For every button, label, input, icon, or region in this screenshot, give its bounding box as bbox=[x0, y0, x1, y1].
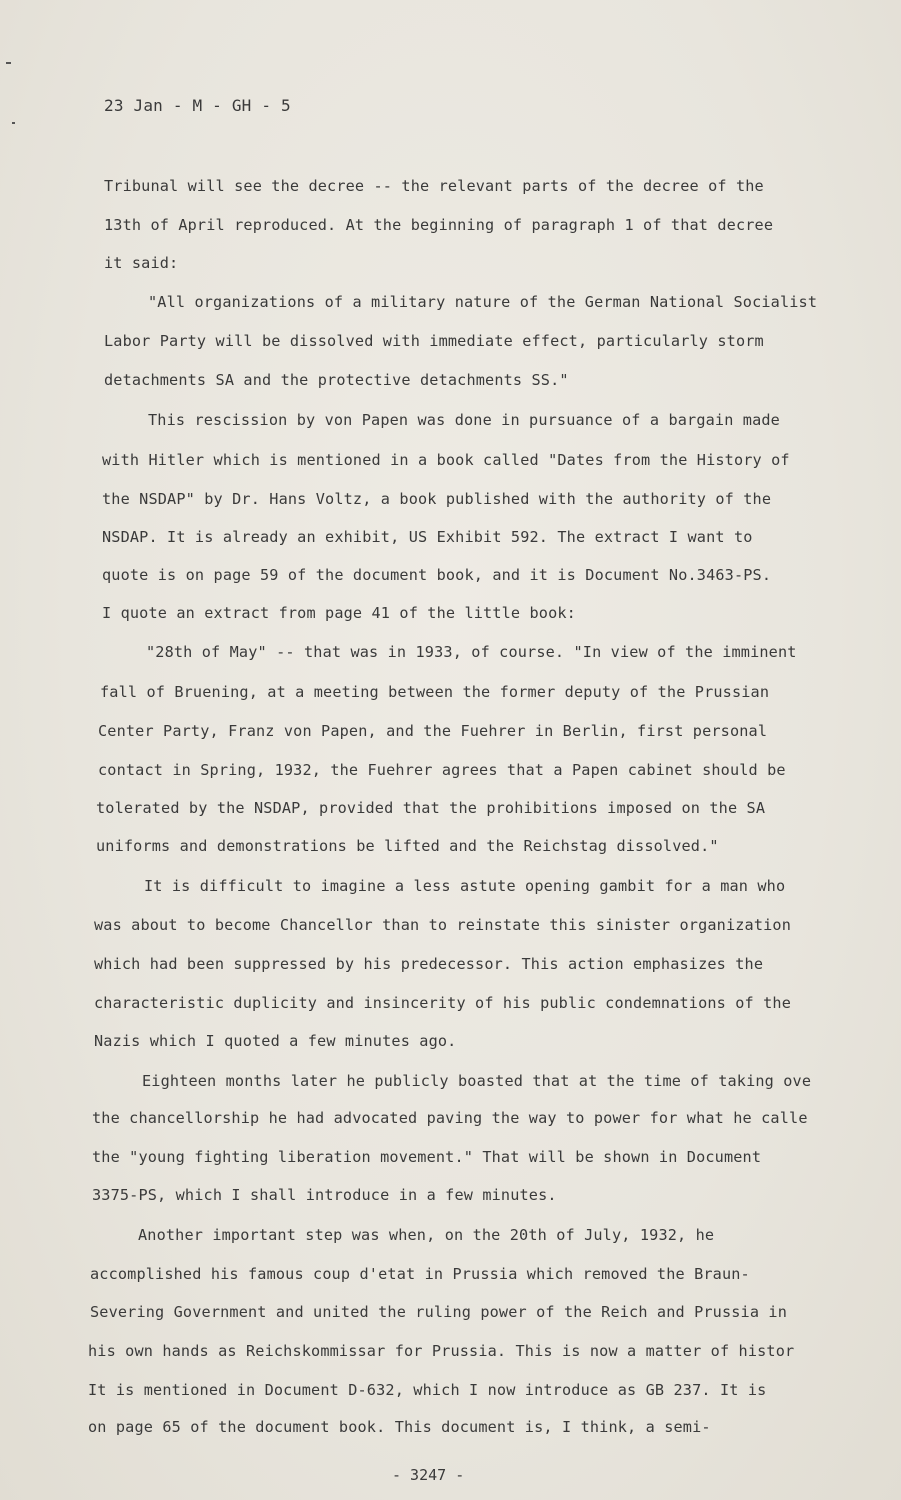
margin-mark bbox=[12, 122, 15, 124]
text-line: fall of Bruening, at a meeting between the former deputy of the Prussian bbox=[100, 683, 770, 701]
text-line: on page 65 of the document book. This document is, I think, a semi- bbox=[88, 1418, 711, 1436]
text-line: contact in Spring, 1932, the Fuehrer agrees that a Papen cabinet should be bbox=[98, 761, 786, 779]
text-line: 13th of April reproduced. At the beginning of paragraph 1 of that decree bbox=[104, 216, 774, 234]
text-line: characteristic duplicity and insincerity of his public condemnations of the bbox=[94, 994, 792, 1012]
text-line: uniforms and demonstrations be lifted and the Reichstag dissolved." bbox=[96, 837, 719, 855]
text-line: the NSDAP" by Dr. Hans Voltz, a book published with the authority of the bbox=[102, 490, 772, 508]
text-line: Another important step was when, on the 20th of July, 1932, he bbox=[138, 1226, 715, 1244]
page-header: 23 Jan - M - GH - 5 bbox=[104, 96, 291, 115]
text-line: it said: bbox=[104, 254, 179, 272]
text-line: quote is on page 59 of the document book, and it is Document No.3463-PS. bbox=[102, 566, 772, 584]
text-line: Severing Government and united the ruling power of the Reich and Prussia in bbox=[90, 1303, 788, 1321]
text-line: Center Party, Franz von Papen, and the Fuehrer in Berlin, first personal bbox=[98, 722, 768, 740]
text-line: with Hitler which is mentioned in a book called "Dates from the History of bbox=[102, 451, 790, 469]
text-line: the chancellorship he had advocated paving the way to power for what he calle bbox=[92, 1109, 808, 1127]
text-line: accomplished his famous coup d'etat in Prussia which removed the Braun- bbox=[90, 1265, 750, 1283]
text-line: Labor Party will be dissolved with immediate effect, particularly storm bbox=[104, 332, 764, 350]
text-line: the "young fighting liberation movement." That will be shown in Document bbox=[92, 1148, 762, 1166]
text-line: tolerated by the NSDAP, provided that the prohibitions imposed on the SA bbox=[96, 799, 766, 817]
text-line: NSDAP. It is already an exhibit, US Exhibit 592. The extract I want to bbox=[102, 528, 753, 546]
text-line: Nazis which I quoted a few minutes ago. bbox=[94, 1032, 457, 1050]
text-line: This rescission by von Papen was done in pursuance of a bargain made bbox=[148, 411, 780, 429]
text-line: which had been suppressed by his predecessor. This action emphasizes the bbox=[94, 955, 764, 973]
text-line: It is difficult to imagine a less astute opening gambit for a man who bbox=[144, 877, 786, 895]
text-line: was about to become Chancellor than to reinstate this sinister organization bbox=[94, 916, 792, 934]
text-line: Eighteen months later he publicly boasted that at the time of taking ove bbox=[142, 1072, 812, 1090]
text-line: It is mentioned in Document D-632, which I now introduce as GB 237. It is bbox=[88, 1381, 767, 1399]
text-line: I quote an extract from page 41 of the little book: bbox=[102, 604, 576, 622]
text-line: detachments SA and the protective detachments SS." bbox=[104, 371, 569, 389]
text-line: Tribunal will see the decree -- the relevant parts of the decree of the bbox=[104, 177, 764, 195]
page-number: - 3247 - bbox=[392, 1466, 465, 1484]
text-line: 3375-PS, which I shall introduce in a few minutes. bbox=[92, 1186, 557, 1204]
text-line: "28th of May" -- that was in 1933, of course. "In view of the imminent bbox=[146, 643, 797, 661]
margin-mark bbox=[6, 62, 11, 64]
text-line: his own hands as Reichskommissar for Prussia. This is now a matter of histor bbox=[88, 1342, 795, 1360]
text-line: "All organizations of a military nature of the German National Socialist bbox=[148, 293, 818, 311]
